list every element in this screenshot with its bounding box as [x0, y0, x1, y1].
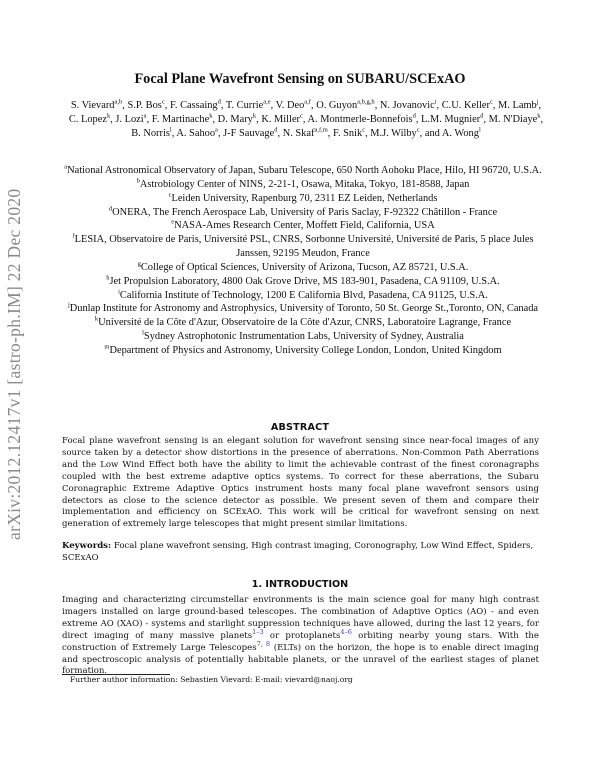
- author-affiliation-marker: j: [536, 98, 539, 106]
- author-separator: ,: [310, 100, 317, 111]
- author-affiliation-marker: d: [217, 98, 221, 106]
- affiliation-item: [56, 275, 550, 289]
- author-name: S.P. Bos: [127, 100, 162, 111]
- author-affiliation-marker: l: [169, 126, 172, 134]
- affiliation-item: [56, 178, 550, 192]
- author-name: F. Snik: [333, 128, 363, 139]
- affiliation-item: [56, 344, 550, 358]
- author-separator: ,: [256, 114, 262, 125]
- author-name: C.U. Keller: [441, 100, 490, 111]
- affiliation-text: LESIA, Observatoire de Paris, Université PSL, CNRS, Sorbonne Université, Université de Paris, 5 place Jules Janssen, 92195 Meudon, France: [74, 234, 534, 260]
- introduction-heading: 1. INTRODUCTION: [251, 579, 349, 590]
- author-affiliation-marker: a,f,m: [314, 126, 328, 134]
- author-name: V. Deo: [275, 100, 305, 111]
- affiliation-text: National Astronomical Observatory of Japan, Subaru Telescope, 650 North Aohoku Place, Hilo, HI 96720, U.S.A.: [67, 165, 542, 176]
- affiliation-key: k: [94, 315, 99, 323]
- affiliation-key: l: [142, 329, 144, 337]
- author-separator: ,: [270, 100, 276, 111]
- author-separator: ,: [122, 100, 128, 111]
- author-affiliation-marker: k: [209, 112, 213, 120]
- author-affiliation-marker: c: [416, 126, 420, 134]
- affiliation-key: m: [104, 343, 110, 351]
- footnote: Further author information: Sebastien Vievard: E-mail: vievard@naoj.org: [70, 675, 353, 684]
- author-affiliation-marker: i: [434, 98, 437, 106]
- author-name: D. Mary: [217, 114, 253, 125]
- affiliation-key: j: [67, 301, 70, 309]
- affiliation-text: Leiden University, Rapenburg 70, 2311 EZ Leiden, Netherlands: [171, 192, 438, 204]
- affiliation-key: d: [108, 205, 113, 213]
- affiliation-key: i: [118, 288, 120, 296]
- author-name: C. Lopez: [68, 114, 107, 125]
- author-name: T. Currie: [225, 100, 264, 111]
- author-affiliation-marker: a,e: [263, 98, 271, 106]
- author-affiliation-marker: a: [143, 112, 147, 120]
- keywords: [62, 541, 539, 565]
- affiliation-key: a: [64, 163, 68, 171]
- author-separator: ,: [365, 128, 371, 139]
- affiliation-item: [56, 219, 550, 233]
- affiliation-key: b: [136, 177, 140, 185]
- affiliation-text: College of Optical Sciences, University of Arizona, Tucson, AZ 85721, U.S.A.: [140, 261, 469, 273]
- affiliation-item: [56, 289, 550, 303]
- author-affiliation-marker: c: [300, 112, 303, 120]
- author-separator: ,: [146, 114, 152, 125]
- affiliation-text: NASA-Ames Research Center, Moffett Field, California, USA: [174, 220, 435, 232]
- affiliation-key: c: [168, 191, 172, 199]
- author-separator: ,: [436, 100, 442, 111]
- author-separator: ,: [302, 114, 308, 125]
- abstract-text: Focal plane wavefront sensing is an elegant solution for wavefront sensing since near-focal images of any source taken by a detector show distortions in the presence of aberrations. Non-Common Path Aberrations and the Low Wind Effect both have the ability to limit the achievable contrast of the finest coronagraphs coupled with the best extreme adaptive optics systems. To correct for these aberrations, the Subaru Coronagraphic Extreme Adaptive Optics instrument hosts many focal plane wavefront sensors using detectors as close to the science detector as possible. We present seven of them and compare their implementation and efficiency on SCExAO. This work will be critical for wavefront sensing on next generation of extremely large telescopes that might present similar limitations.: [62, 436, 539, 530]
- abstract-heading: ABSTRACT: [270, 422, 330, 433]
- author-name: J. Lozi: [115, 114, 144, 125]
- author-affiliation-marker: d: [274, 126, 278, 134]
- author-separator: ,: [538, 100, 542, 111]
- affiliation-text: Department of Physics and Astronomy, University College London, London, United Kingdom: [109, 344, 502, 356]
- introduction-text: [62, 595, 539, 678]
- author-affiliation-marker: d: [480, 112, 484, 120]
- affiliation-text: Sydney Astrophotonic Instrumentation Labs, University of Sydney, Australia: [143, 331, 464, 343]
- author-separator: ,: [220, 100, 226, 111]
- author-name: B. Norris: [131, 128, 170, 139]
- affiliation-item: [56, 206, 550, 220]
- author-affiliation-marker: a,b: [114, 98, 123, 106]
- author-name: A. Wong: [441, 128, 479, 139]
- author-name: K. Miller: [261, 114, 301, 125]
- author-name: L.M. Mugnier: [421, 114, 481, 125]
- author-name: A. Montmerle-Bonnefois: [307, 114, 413, 125]
- author-separator: , and: [419, 128, 442, 139]
- author-affiliation-marker: k: [252, 112, 257, 120]
- affiliation-text: Université de la Côte d'Azur, Observatoire de la Côte d'Azur, CNRS, Laboratoire Lagrange, France: [98, 317, 512, 329]
- author-separator: ,: [217, 128, 224, 139]
- author-separator: ,: [164, 100, 170, 111]
- affiliation-text: Astrobiology Center of NINS, 2-21-1, Osawa, Mitaka, Tokyo, 181-8588, Japan: [139, 178, 470, 190]
- affiliation-list: [56, 164, 550, 358]
- affiliation-key: f: [72, 232, 75, 240]
- affiliation-item: [56, 164, 550, 178]
- author-separator: ,: [374, 100, 380, 111]
- author-name: N. Jovanovic: [379, 100, 435, 111]
- author-separator: ,: [540, 114, 544, 125]
- author-name: A. Sahoo: [176, 128, 216, 139]
- author-list: [66, 99, 546, 141]
- intro-part-3: orbiting nearby young stars. With the construction of Extremely Large Telescopes: [62, 630, 539, 653]
- keywords-text: Focal plane wavefront sensing, High contrast imaging, Coronography, Low Wind Effect, Spiders, SCExAO: [62, 541, 534, 563]
- affiliation-item: [56, 233, 550, 261]
- author-name: M.J. Wilby: [370, 128, 417, 139]
- author-name: M. Lamb: [498, 100, 537, 111]
- author-separator: ,: [277, 128, 283, 139]
- citation-link[interactable]: 4–6: [340, 627, 352, 636]
- author-separator: ,: [212, 114, 218, 125]
- author-affiliation-marker: a,f: [304, 98, 311, 106]
- author-affiliation-marker: a,b,g,h: [357, 98, 375, 106]
- author-separator: ,: [110, 114, 116, 125]
- citation-link[interactable]: 1–3: [252, 627, 264, 636]
- author-affiliation-marker: k: [106, 112, 111, 120]
- author-name: F. Cassaing: [169, 100, 218, 111]
- author-affiliation-marker: c: [362, 126, 366, 134]
- author-name: F. Martinache: [151, 114, 210, 125]
- affiliation-item: [56, 261, 550, 275]
- affiliation-item: [56, 330, 550, 344]
- keywords-label: Keywords:: [62, 541, 112, 551]
- affiliation-text: Jet Propulsion Laboratory, 4800 Oak Grove Drive, MS 183-901, Pasadena, CA 91109, U.S.A.: [109, 275, 500, 287]
- intro-part-2: or protoplanets: [263, 630, 341, 641]
- affiliation-text: Dunlap Institute for Astronomy and Astrophysics, University of Toronto, 50 St. George St.,Toronto, ON, Canada: [69, 303, 539, 315]
- affiliation-item: [56, 302, 550, 316]
- author-affiliation-marker: l: [478, 126, 481, 134]
- arxiv-stamp: arXiv:2012.12417v1 [astro-ph.IM] 22 Dec 2020: [4, 188, 24, 540]
- intro-part-1: Imaging and characterizing circumstellar environments is the main science goal for many high contrast imagers installed on large ground-based telescopes. The combination of Adaptive Optics (AO) - and even extreme AO (XAO) - systems and starlight suppression techniques have allowed, during the last 12 years, for direct imaging of many massive planets: [62, 595, 539, 641]
- author-name: N. Skaf: [282, 128, 315, 139]
- author-affiliation-marker: d: [412, 112, 416, 120]
- author-separator: ,: [415, 114, 422, 125]
- author-name: M. N'Diaye: [488, 114, 538, 125]
- affiliation-key: h: [106, 274, 110, 282]
- author-separator: ,: [492, 100, 499, 111]
- author-name: O. Guyon: [316, 100, 358, 111]
- author-name: J-F Sauvage: [223, 128, 275, 139]
- affiliation-key: g: [137, 260, 141, 268]
- author-affiliation-marker: c: [489, 98, 493, 106]
- paper-title: Focal Plane Wavefront Sensing on SUBARU/SCExAO: [134, 71, 466, 87]
- affiliation-key: e: [171, 218, 175, 226]
- author-separator: ,: [483, 114, 489, 125]
- intro-part-4: (ELTs) on the horizon, the hope is to enable direct imaging and spectroscopic analysis of potentially habitable planets, or the unravel of the earliest stages of planet formation.: [62, 642, 539, 677]
- author-separator: ,: [327, 128, 333, 139]
- affiliation-item: [56, 316, 550, 330]
- author-affiliation-marker: c: [161, 98, 165, 106]
- affiliation-text: ONERA, The French Aerospace Lab, University of Paris Saclay, F-92322 Châtillon - France: [112, 206, 498, 218]
- affiliation-item: [56, 192, 550, 206]
- author-name: S. Vievard: [70, 100, 115, 111]
- citation-link[interactable]: 7, 8: [256, 639, 271, 648]
- author-affiliation-marker: a: [215, 126, 218, 134]
- author-separator: ,: [171, 128, 177, 139]
- affiliation-text: California Institute of Technology, 1200 E California Blvd, Pasadena, CA 91125, U.S.A.: [119, 289, 488, 301]
- author-affiliation-marker: k: [537, 112, 541, 120]
